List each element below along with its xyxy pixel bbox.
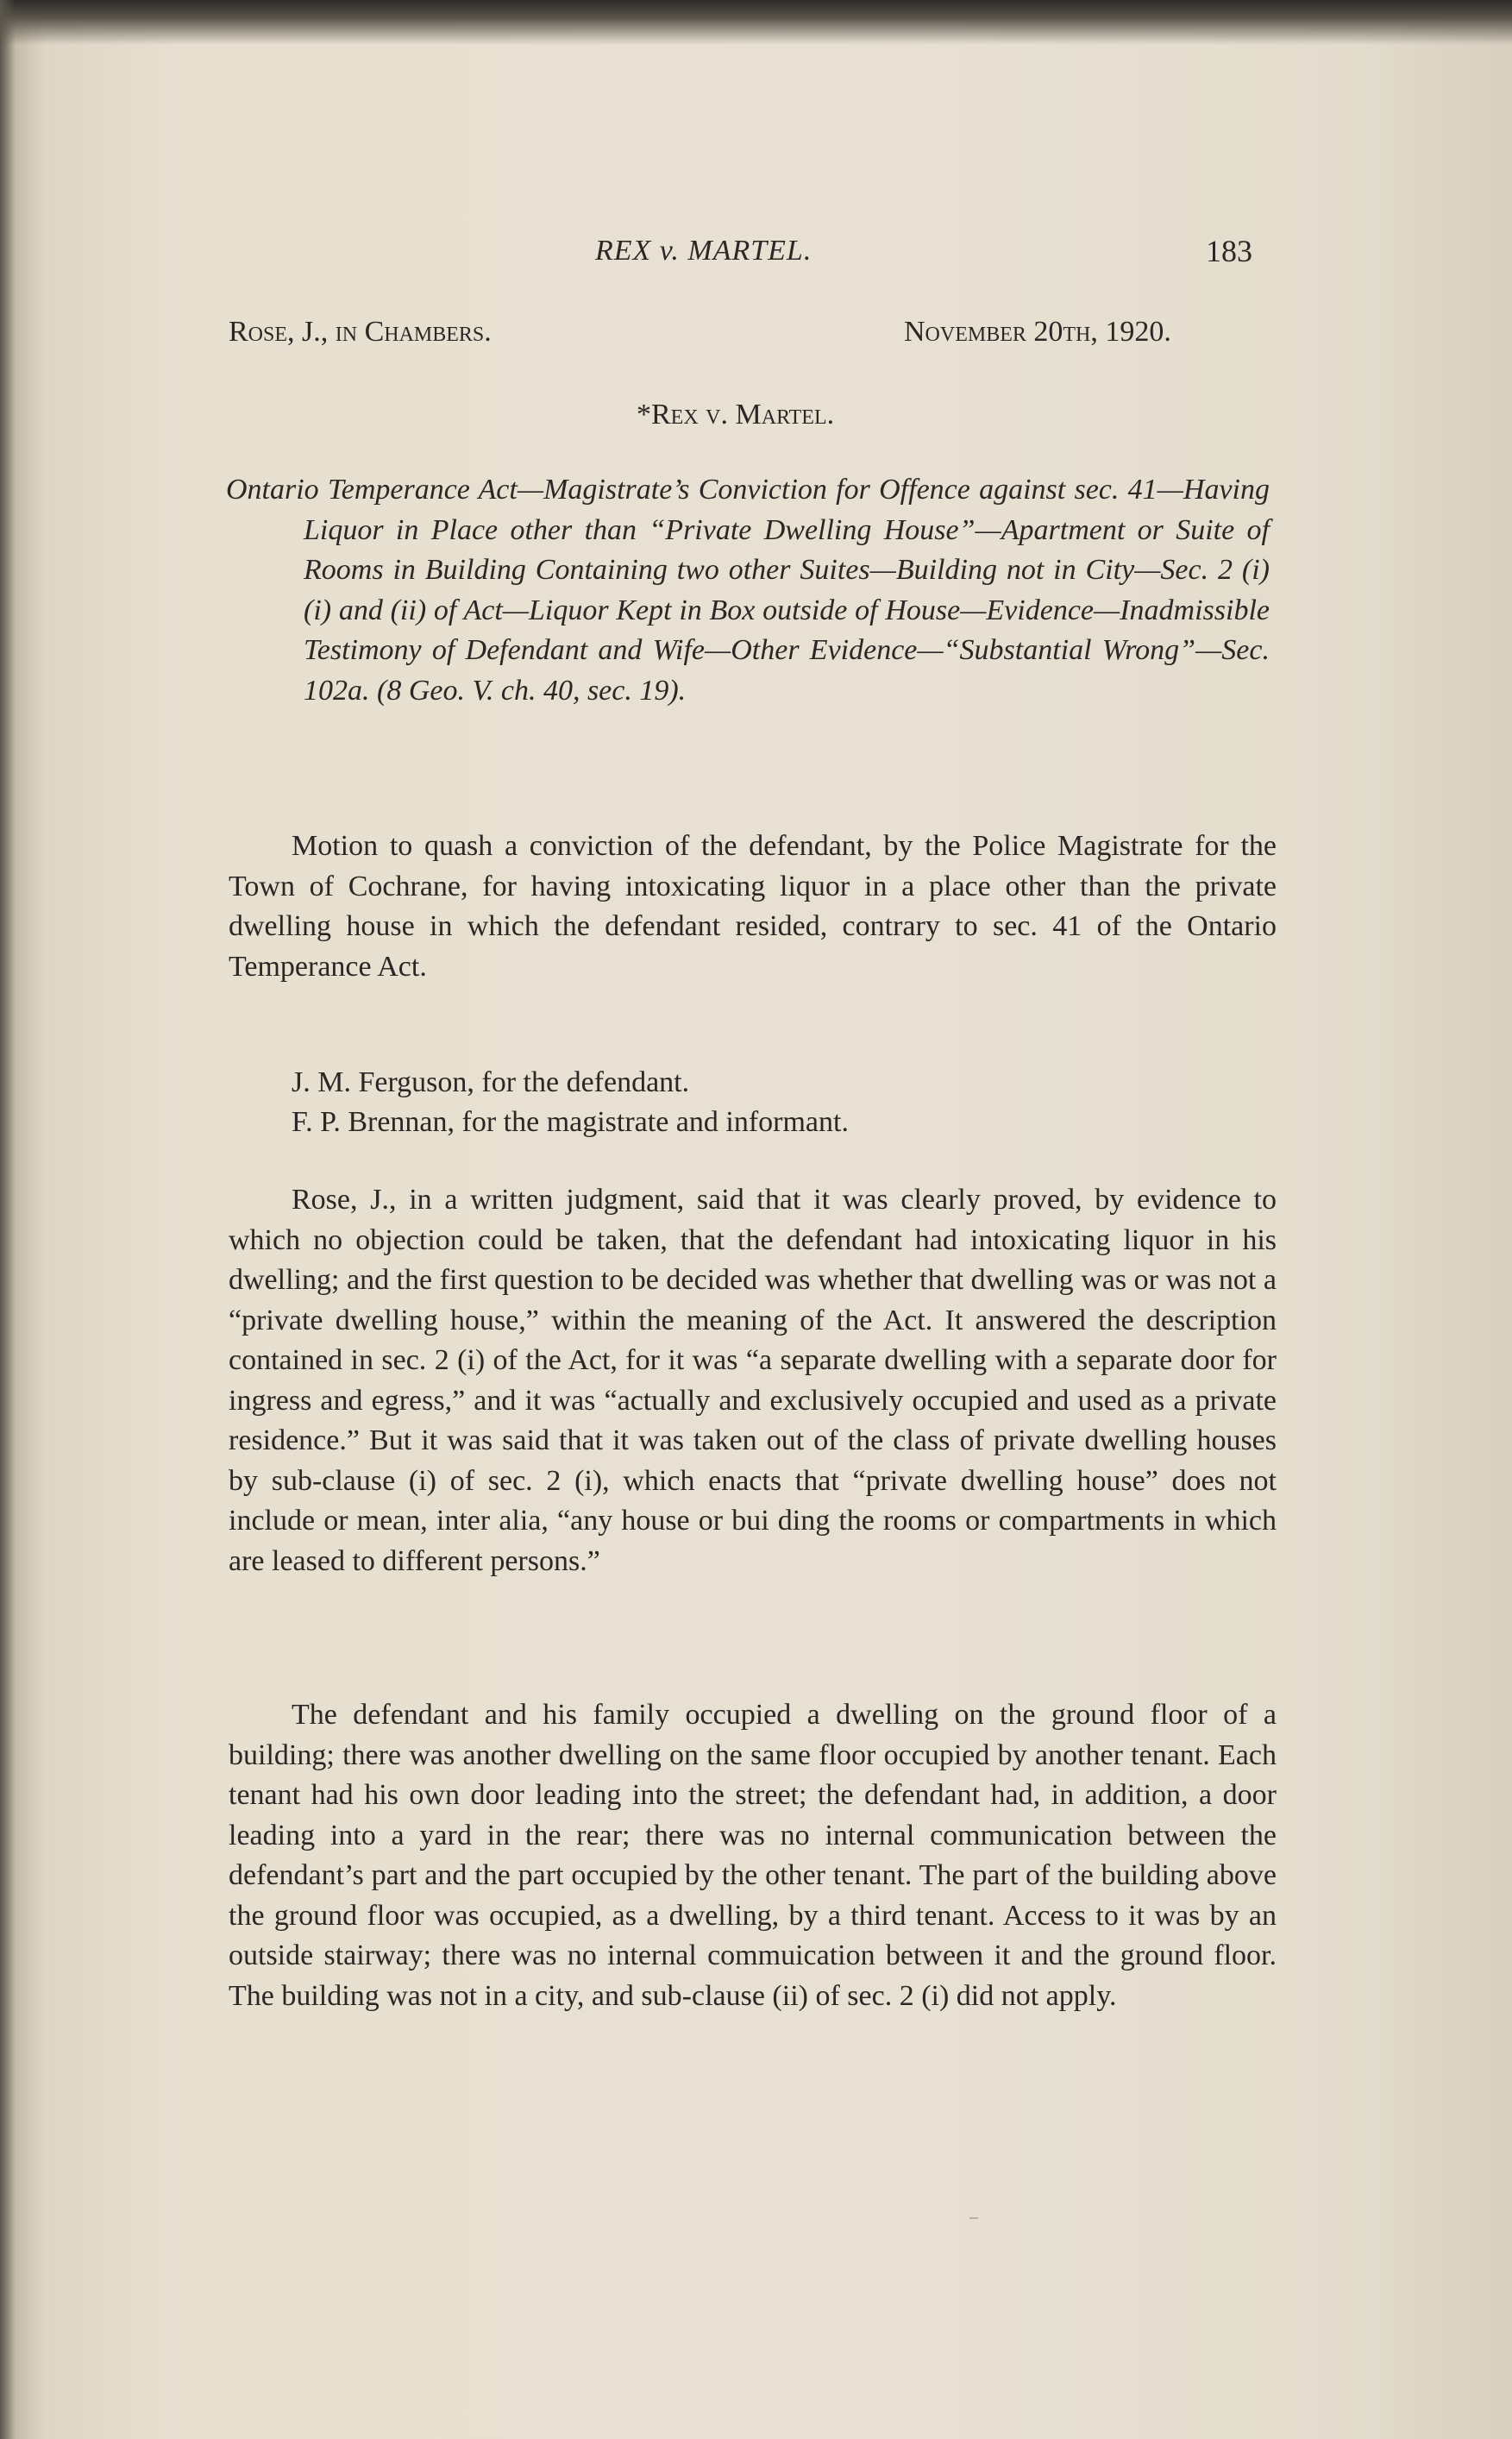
counsel-magistrate: F. P. Brennan, for the magistrate and informant. [292,1106,849,1138]
headnote [226,470,1270,711]
judgment-paragraph-1: Rose, J., in a written judgment, said that it was clearly proved, by evidence to which no objection could be taken, that the defendant had intoxicating liquor in his dwelling; and the first question to be decided was whether that dwelling was or was not a “private dwelling house,” within the meaning of the Act. It answered the description contained in sec. 2 (i) of the Act, for it was “a separate dwelling with a separate door for ingress and egress,” and it was “actually and exclusively occupied and used as a private residence.” But it was said that it was taken out of the class of private dwelling houses by sub-clause (i) of sec. 2 (i), which enacts that “private dwelling house” does not include or mean, inter alia, “any house or bui ding the rooms or compartments in which are leased to different persons.” [229,1184,1277,1577]
page-top-shadow [0,0,1512,45]
headnote-text: Ontario Temperance Act—Magistrate’s Conviction for Offence against sec. 41—Having Liquor in Place other than “Private Dwelling House”—Apartment or Suite of Rooms in Building Containing two other Suites—Building not in City—Sec. 2 (i) (i) and (ii) of Act—Liquor Kept in Box outside of House—Evidence—Inadmissible Testimony of Defendant and Wife—Other Evidence—“Substantial Wrong”—Sec. 102a. (8 Geo. V. ch. 40, sec. 19). [226,474,1270,707]
running-head: REX v. MARTEL. [595,235,812,267]
case-title: *Rex v. Martel. [637,399,835,431]
page-binding-edge [0,0,16,2439]
judge-line: Rose, J., in Chambers. [229,316,492,348]
motion-paragraph: Motion to quash a conviction of the defendant, by the Police Magistrate for the Town of Cochrane, for having intoxicating liquor in a place other than the private dwelling house in which the defendant resided, contrary to sec. 41 of the Ontario Temperance Act. [229,830,1277,983]
counsel-defendant: J. M. Ferguson, for the defendant. [292,1066,690,1098]
page-speck [969,2217,978,2219]
date-line: November 20th, 1920. [904,316,1171,348]
judgment-paragraph-2: The defendant and his family occupied a dwelling on the ground floor of a building; there was another dwelling on the same floor occupied by another tenant. Each tenant had his own door leading into the street; the defendant had, in addition, a door leading into a yard in the rear; there was no internal communication between the defendant’s part and the part occupied by the other tenant. The part of the building above the ground floor was occupied, as a dwelling, by a third tenant. Access to it was by an outside stairway; there was no internal commuication between it and the ground floor. The building was not in a city, and sub-clause (ii) of sec. 2 (i) did not apply. [229,1699,1277,2012]
page-number: 183 [1206,234,1252,268]
